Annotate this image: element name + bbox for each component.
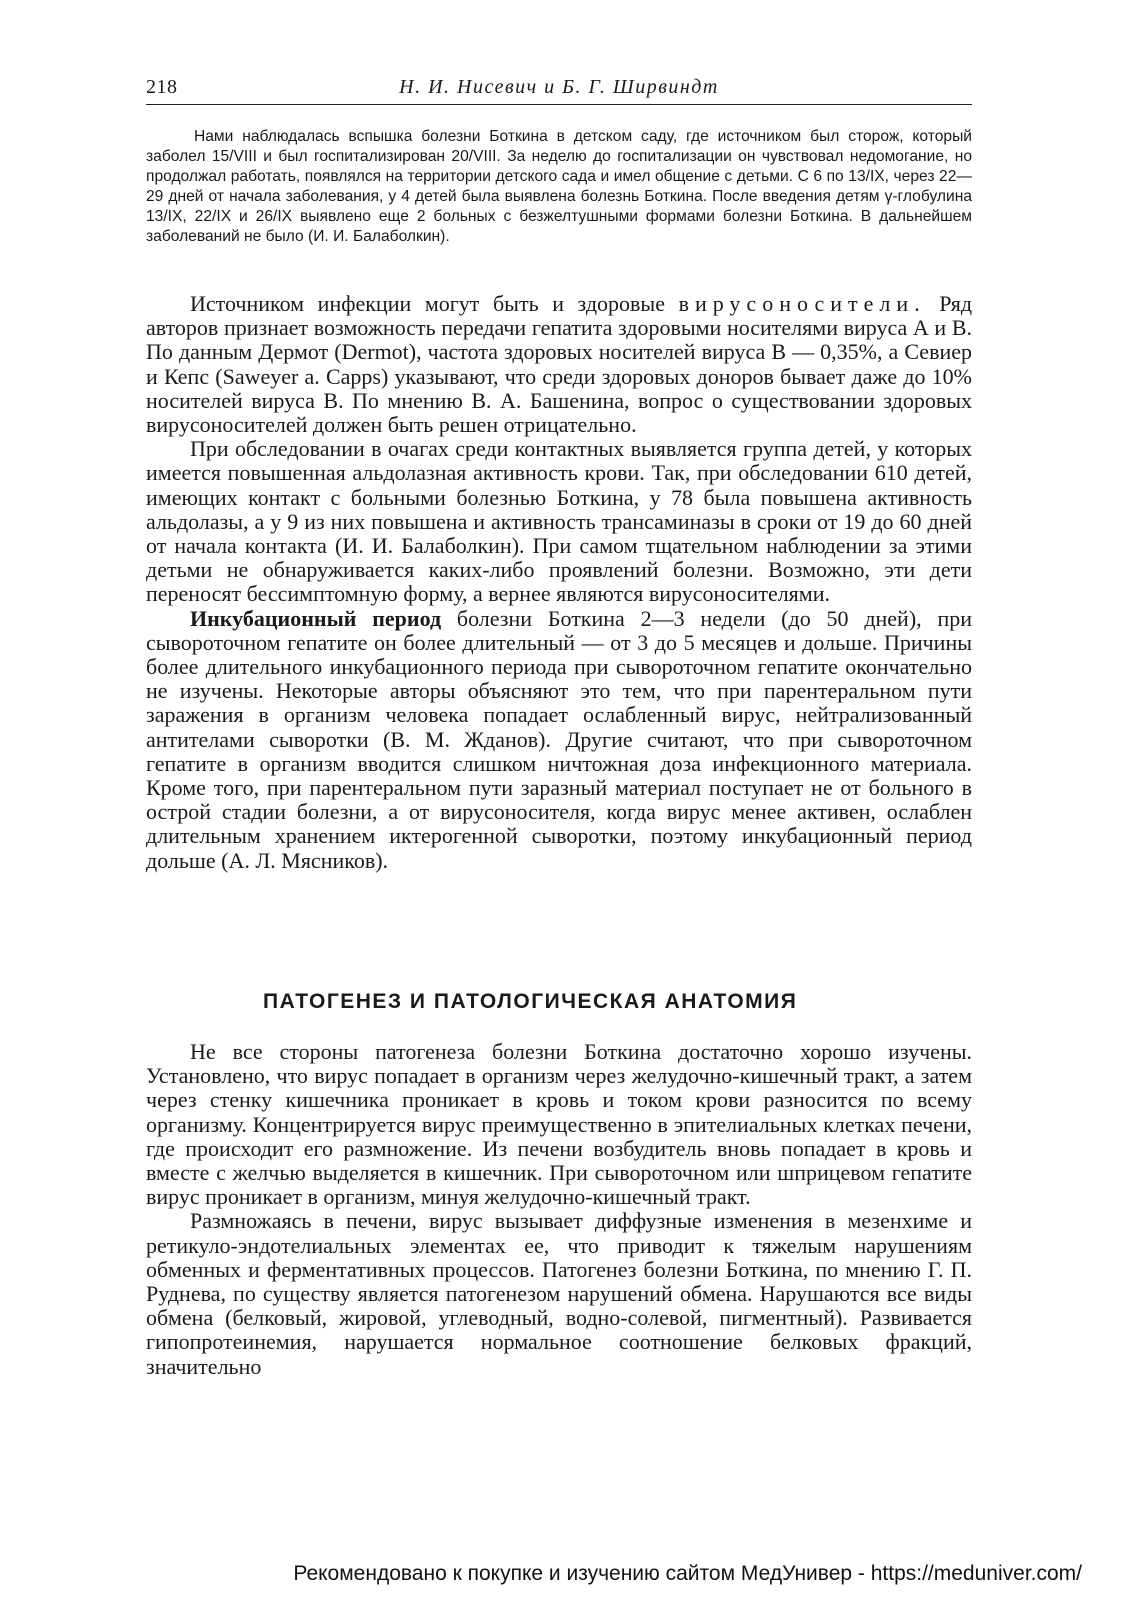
paragraph-carriers-rest: Ряд авторов признает возможность передачи гепатита здоровыми носителями вируса А и В. По данным Дермот (Dermot), частота здоровых носителей вируса В — 0,35%, а Севиер и Кепс (Saweyer a. Capps) указывают, что среди здоровых доноров бывает даже до 10% носителей вируса В. По мнению В. А. Башенина, вопрос о существовании здоровых вирусоносителей должен быть решен отрицательно. [146, 291, 973, 438]
section-heading: ПАТОГЕНЕЗ И ПАТОЛОГИЧЕСКАЯ АНАТОМИЯ [263, 990, 798, 1013]
main-text-block [146, 292, 972, 873]
paragraph-aldolase: При обследовании в очагах среди контактных выявляется группа детей, у которых имеется повышенная альдолазная активность крови. Так, при обследовании 610 детей, имеющих контакт с больными болезнью Боткина, у 78 была повышена активность альдолазы, а у 9 из них повышена и активность трансаминазы в сроки от 19 до 60 дней от начала контакта (И. И. Балаболкин). При самом тщательном наблюдении за этими детьми не обнаруживается каких-либо проявлений болезни. Возможно, эти дети переносят бессимптомную форму, а вернее являются вирусоносителями. [146, 436, 972, 607]
paragraph-carriers [146, 292, 972, 437]
page-number: 218 [146, 76, 178, 98]
page-header [146, 76, 972, 105]
paragraph-incubation-rest: болезни Боткина 2—3 недели (до 50 дней), при сывороточном гепатите он более длительный — от 3 до 5 месяцев и дольше. Причины более длительного инкубационного периода при сывороточном гепатите окончательно не изучены. Некоторые авторы объясняют это тем, что при парентеральном пути заражения в организм человека попадает ослабленный вирус, нейтрализованный антителами сыворотки (В. М. Жданов). Другие считают, что при сывороточном гепатите в организм вводится слишком ничтожная доза инфекционного материала. Кроме того, при парентеральном пути заразный материал поступает не от больного в острой стадии болезни, а от вирусоносителя, когда вирус менее активен, ослаблен длительным хранением иктерогенной сыворотки, поэтому инкубационный период дольше (А. Л. Мясников). [146, 605, 973, 873]
paragraph-incubation [146, 607, 972, 873]
case-note [146, 127, 972, 247]
emphasized-term: вирусоносители. [678, 291, 926, 316]
case-note-text: Нами наблюдалась вспышка болезни Боткина в детском саду, где источником был сторож, который заболел 15/VIII и был госпитализирован 20/VIII. За неделю до госпитализации он чувствовал недомогание, но продолжал работать, появлялся на территории детского сада и имел общение с детьми. С 6 по 13/IX, через 22—29 дней от начала заболевания, у 4 детей была выявлена болезнь Боткина. После введения детям γ-глобулина 13/IX, 22/IX и 26/IX выявлено еще 2 больных с безжелтушными формами болезни Боткина. В дальнейшем заболеваний не было (И. И. Балаболкин). [146, 128, 972, 245]
paragraph-metabolism: Размножаясь в печени, вирус вызывает диффузные изменения в мезенхиме и ретикуло-эндотелиальных элементах ее, что приводит к тяжелым нарушениям обменных и ферментативных процессов. Патогенез болезни Боткина, по мнению Г. П. Руднева, по существу является патогенезом нарушений обмена. Нарушаются все виды обмена (белковый, жировой, углеводный, водно-солевой, пигментный). Развивается гипопротеинемия, нарушается нормальное соотношение белковых фракций, значительно [146, 1208, 972, 1379]
bold-term: Инкубационный период [190, 605, 442, 631]
running-head: Н. И. Нисевич и Б. Г. Ширвиндт [399, 76, 719, 98]
section-text-block [146, 1040, 972, 1379]
paragraph-carriers-lead: Источником инфекции могут быть и здоровые [190, 291, 665, 316]
footer-watermark: Рекомендовано к покупке и изучению сайтом МедУнивер - https://meduniver.com/ [293, 1562, 1082, 1585]
paragraph-pathogenesis: Не все стороны патогенеза болезни Боткина достаточно хорошо изучены. Установлено, что вирус попадает в организм через желудочно-кишечный тракт, а затем через стенку кишечника проникает в кровь и током крови разносится по всему организму. Концентрируется вирус преимущественно в эпителиальных клетках печени, где происходит его размножение. Из печени возбудитель вновь попадает в кровь и вместе с желчью выделяется в кишечник. При сывороточном или шприцевом гепатите вирус проникает в организм, минуя желудочно-кишечный тракт. [146, 1039, 972, 1210]
